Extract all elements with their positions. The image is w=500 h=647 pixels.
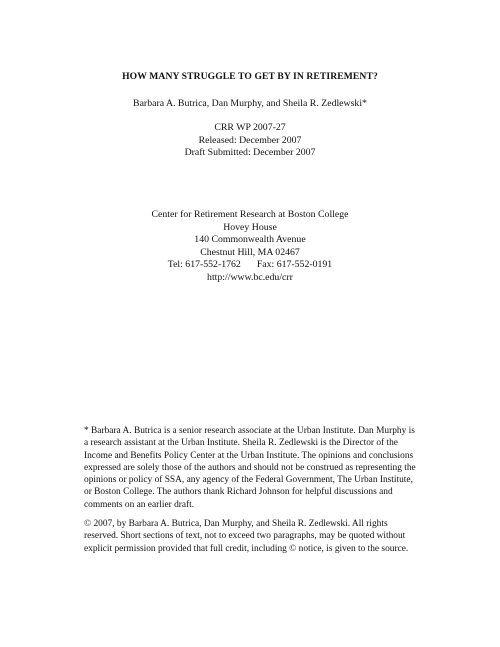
copyright-line: explicit permission provided that full credit, including © notice, is given to the source.	[84, 543, 409, 554]
footnote-line: opinions or policy of SSA, any agency of the Federal Government, The Urban Institute,	[84, 475, 413, 486]
building-name: Hovey House	[223, 221, 277, 233]
release-date: Released: December 2007	[198, 134, 302, 146]
telephone: Tel: 617-552-1762	[167, 259, 241, 270]
paper-title: HOW MANY STRUGGLE TO GET BY IN RETIREMENT?	[122, 71, 378, 82]
copyright-line: © 2007, by Barbara A. Butrica, Dan Murphy, and Sheila R. Zedlewski. All rights	[84, 519, 388, 529]
fax: Fax: 617-552-0191	[256, 259, 333, 270]
city-state-zip: Chestnut Hill, MA 02467	[200, 246, 300, 258]
footnote-line: * Barbara A. Butrica is a senior research associate at the Urban Institute. Dan Murphy is	[84, 426, 415, 436]
institution-name: Center for Retirement Research at Boston College	[151, 209, 349, 220]
author-footnote	[84, 425, 434, 511]
institution-address	[0, 209, 500, 284]
footnote-line: a research assistant at the Urban Institute. Sheila R. Zedlewski is the Director of the	[84, 438, 398, 449]
working-paper-number: CRR WP 2007-27	[214, 122, 286, 133]
footnote-line: Income and Benefits Policy Center at the Urban Institute. The opinions and conclusions	[84, 450, 414, 461]
footnote-line: expressed are solely those of the authors and should not be construed as representing the	[84, 462, 416, 473]
footnote-line: or Boston College. The authors thank Richard Johnson for helpful discussions and	[84, 487, 393, 498]
author-list: Barbara A. Butrica, Dan Murphy, and Sheila R. Zedlewski*	[133, 98, 367, 109]
working-paper-info	[0, 122, 500, 160]
copyright-line: reserved. Short sections of text, not to exceed two paragraphs, may be quoted without	[84, 531, 406, 542]
submission-date: Draft Submitted: December 2007	[184, 147, 316, 158]
contact-phone-fax	[0, 259, 500, 272]
street-address: 140 Commonwealth Avenue	[194, 234, 306, 245]
footnote-line: comments on an earlier draft.	[84, 499, 195, 510]
website-link[interactable]: http://www.bc.edu/crr	[207, 271, 293, 283]
copyright-notice	[84, 518, 434, 555]
